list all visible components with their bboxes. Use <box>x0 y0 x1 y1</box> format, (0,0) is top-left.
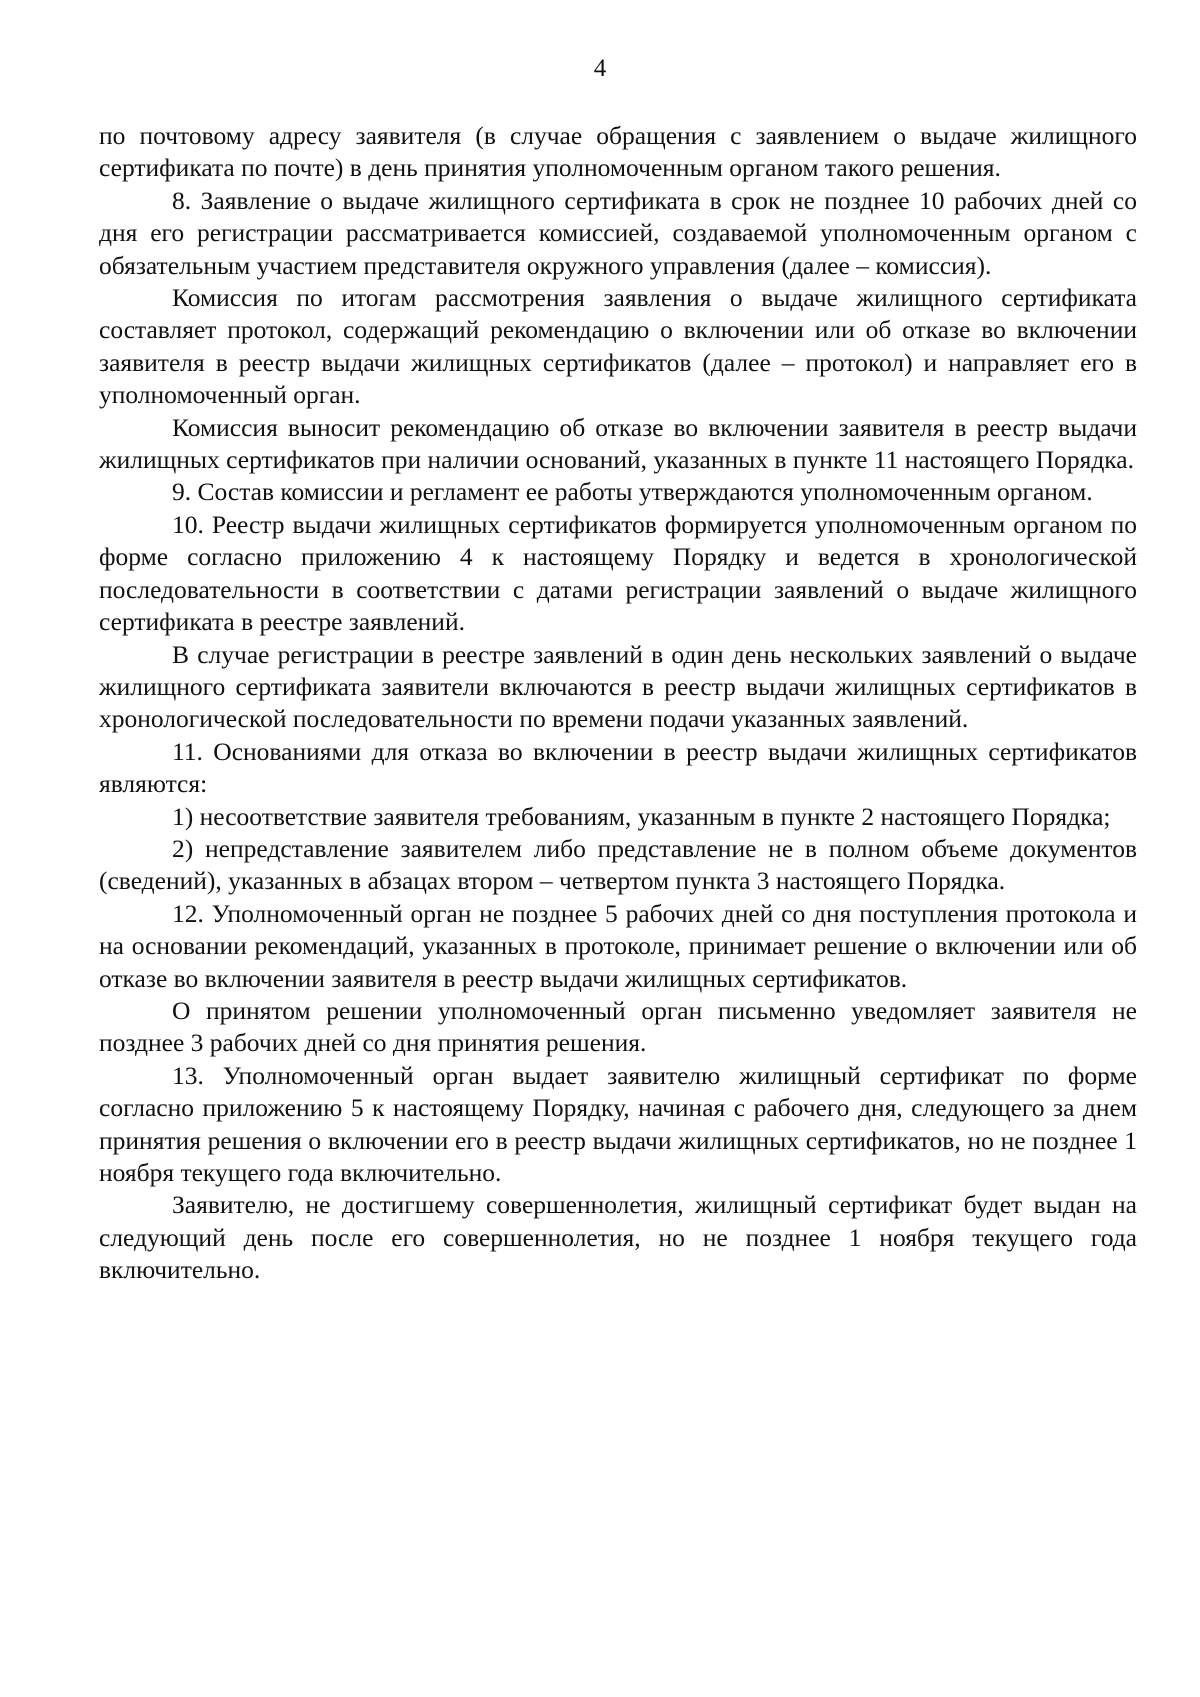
document-body <box>99 120 1137 1287</box>
paragraph-item-11-1: 1) несоответствие заявителя требованиям, указанным в пункте 2 настоящего Порядка; <box>172 801 1111 831</box>
paragraph-continuation: по почтовому адресу заявителя (в случае обращения с заявлением о выдаче жилищного сертификата по почте) в день принятия уполномоченным органом такого решения. <box>99 121 1137 183</box>
paragraph-commission-protocol: Комиссия по итогам рассмотрения заявления о выдаче жилищного сертификата составляет протокол, содержащий рекомендацию о включении или об отказе во включении заявителя в реестр выдачи жилищных сертификатов (далее – протокол) и направляет его в уполномоченный орган. <box>99 283 1137 410</box>
paragraph-item-11-2: 2) непредставление заявителем либо представление не в полном объеме документов (сведений), указанных в абзацах втором – четвертом пункта 3 настоящего Порядка. <box>99 833 1137 896</box>
paragraph-item-11: 11. Основаниями для отказа во включении в реестр выдачи жилищных сертификатов являются: <box>99 736 1137 799</box>
paragraph-item-12: 12. Уполномоченный орган не позднее 5 рабочих дней со дня поступления протокола и на основании рекомендаций, указанных в протоколе, принимает решение о включении или об отказе во включении заявителя в реестр выдачи жилищных сертификатов. <box>99 898 1137 993</box>
paragraph-item-9: 9. Состав комиссии и регламент ее работы утверждаются уполномоченным органом. <box>172 477 1093 507</box>
page-number: 4 <box>593 55 607 82</box>
paragraph-item-8: 8. Заявление о выдаче жилищного сертификата в срок не позднее 10 рабочих дней со дня его регистрации рассматривается комиссией, создаваемой уполномоченным органом с обязательным участием представителя окружного управления (далее – комиссия). <box>99 185 1137 280</box>
paragraph-item-13: 13. Уполномоченный орган выдает заявителю жилищный сертификат по форме согласно приложению 5 к настоящему Порядку, начиная с рабочего дня, следующего за днем принятия решения о включении его в реестр выдачи жилищных сертификатов, но не позднее 1 ноября текущего года включительно. <box>99 1060 1137 1187</box>
paragraph-minor-applicant: Заявителю, не достигшему совершеннолетия, жилищный сертификат будет выдан на следующий день после его совершеннолетия, но не позднее 1 ноября текущего года включительно. <box>99 1190 1137 1285</box>
paragraph-same-day-registration: В случае регистрации в реестре заявлений в один день нескольких заявлений о выдаче жилищного сертификата заявители включаются в реестр выдачи жилищных сертификатов в хронологической последовательности по времени подачи указанных заявлений. <box>99 639 1137 734</box>
paragraph-item-10: 10. Реестр выдачи жилищных сертификатов формируется уполномоченным органом по форме согласно приложению 4 к настоящему Порядку и ведется в хронологической последовательности в соответствии с датами регистрации заявлений о выдаче жилищного сертификата в реестре заявлений. <box>99 509 1137 637</box>
paragraph-notification: О принятом решении уполномоченный орган письменно уведомляет заявителя не позднее 3 рабочих дней со дня принятия решения. <box>99 995 1137 1058</box>
paragraph-commission-refusal: Комиссия выносит рекомендацию об отказе во включении заявителя в реестр выдачи жилищных сертификатов при наличии оснований, указанных в пункте 11 настоящего Порядка. <box>99 412 1137 475</box>
